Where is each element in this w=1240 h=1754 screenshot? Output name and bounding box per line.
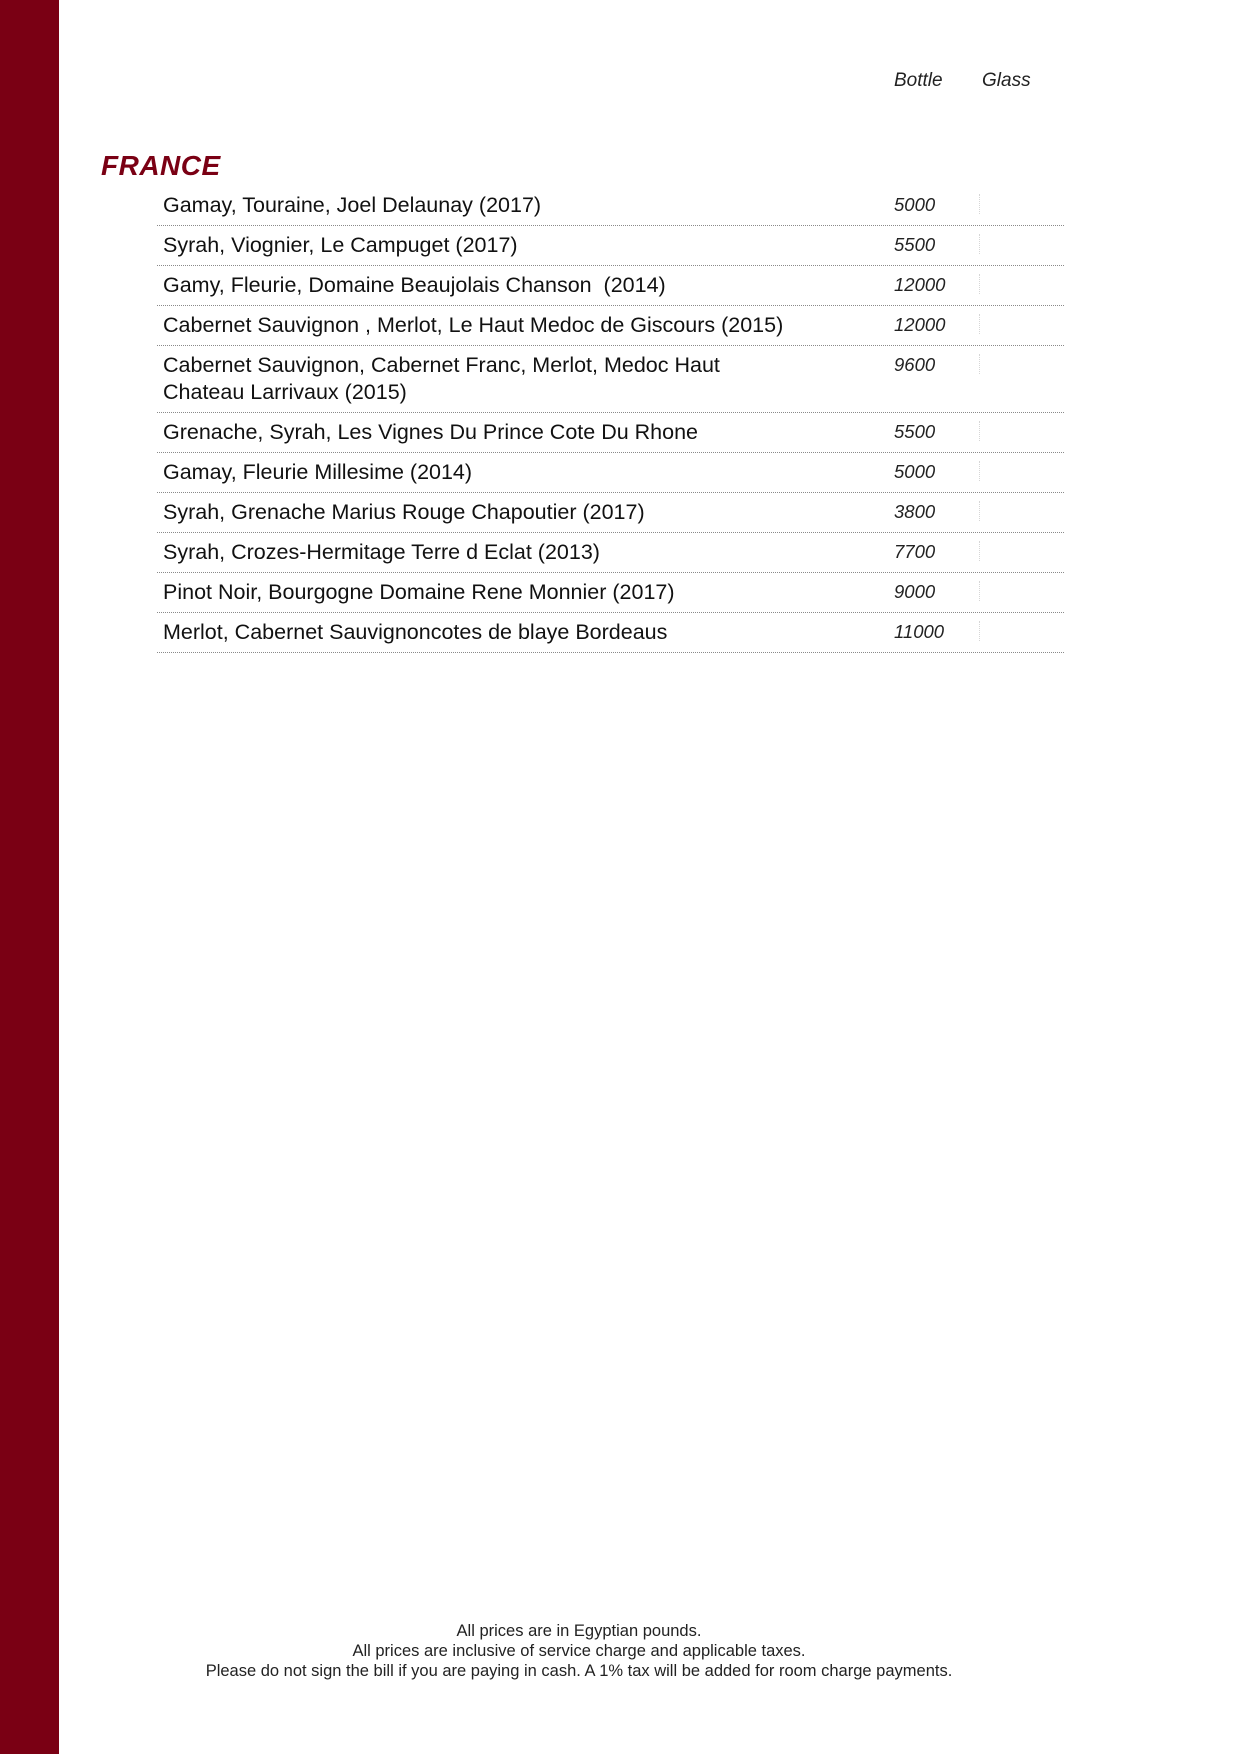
service-charge-note: All prices are inclusive of service charge and applicable taxes. xyxy=(352,1642,806,1660)
bottle-price: 7700 xyxy=(894,541,936,562)
glass-price xyxy=(979,354,1040,374)
glass-price xyxy=(979,461,1040,481)
glass-price xyxy=(979,314,1040,334)
bottle-price: 9600 xyxy=(894,354,936,375)
wine-row xyxy=(157,533,1064,573)
glass-price xyxy=(979,234,1040,254)
bottle-price: 9000 xyxy=(894,581,936,602)
wine-name: Grenache, Syrah, Les Vignes Du Prince Cote Du Rhone xyxy=(163,420,699,444)
bottle-price: 5500 xyxy=(894,421,936,442)
wine-name xyxy=(157,352,883,406)
wine-name: Merlot, Cabernet Sauvignoncotes de blaye Bordeaus xyxy=(163,620,668,644)
glass-price xyxy=(979,501,1040,521)
wine-row xyxy=(157,613,1064,653)
glass-price xyxy=(979,621,1040,641)
glass-price xyxy=(979,274,1040,294)
wine-name: Syrah, Crozes-Hermitage Terre d Eclat (2013) xyxy=(163,540,600,564)
wine-row xyxy=(157,266,1064,306)
wine-name: Cabernet Sauvignon , Merlot, Le Haut Medoc de Giscours (2015) xyxy=(163,313,784,337)
wine-name: Syrah, Grenache Marius Rouge Chapoutier (2017) xyxy=(163,500,645,524)
wine-name-line-1: Cabernet Sauvignon, Cabernet Franc, Merlot, Medoc Haut xyxy=(163,353,720,377)
wine-row xyxy=(157,186,1064,226)
bottle-price: 12000 xyxy=(894,274,946,295)
bottle-price: 3800 xyxy=(894,501,936,522)
glass-price xyxy=(979,581,1040,601)
wine-row xyxy=(157,453,1064,493)
wine-name: Pinot Noir, Bourgogne Domaine Rene Monnier (2017) xyxy=(163,580,675,604)
wine-name: Gamy, Fleurie, Domaine Beaujolais Chanson (2014) xyxy=(163,273,666,297)
wine-row xyxy=(157,573,1064,613)
wine-row xyxy=(157,413,1064,453)
price-notes-footer xyxy=(59,1621,1099,1681)
wine-name: Gamay, Fleurie Millesime (2014) xyxy=(163,460,473,484)
bottle-price: 5500 xyxy=(894,234,936,255)
side-accent-bar xyxy=(0,0,59,1754)
glass-price xyxy=(979,194,1040,214)
glass-price xyxy=(979,541,1040,561)
bottle-price: 5000 xyxy=(894,194,936,215)
wine-name: Gamay, Touraine, Joel Delaunay (2017) xyxy=(163,193,542,217)
currency-note: All prices are in Egyptian pounds. xyxy=(456,1622,702,1640)
bottle-price: 5000 xyxy=(894,461,936,482)
wine-row xyxy=(157,306,1064,346)
glass-column-header: Glass xyxy=(982,70,1031,91)
bottle-price: 11000 xyxy=(894,621,945,642)
bottle-column-header: Bottle xyxy=(894,70,943,91)
section-title-france: FRANCE xyxy=(101,150,221,181)
wine-row xyxy=(157,493,1064,533)
wine-list xyxy=(157,186,1064,653)
cash-payment-note: Please do not sign the bill if you are paying in cash. A 1% tax will be added for room charge payments. xyxy=(205,1662,953,1680)
wine-name-line-2: Chateau Larrivaux (2015) xyxy=(163,380,407,404)
bottle-price: 12000 xyxy=(894,314,946,335)
wine-name: Syrah, Viognier, Le Campuget (2017) xyxy=(163,233,518,257)
glass-price xyxy=(979,421,1040,441)
wine-row xyxy=(157,226,1064,266)
wine-row xyxy=(157,346,1064,413)
